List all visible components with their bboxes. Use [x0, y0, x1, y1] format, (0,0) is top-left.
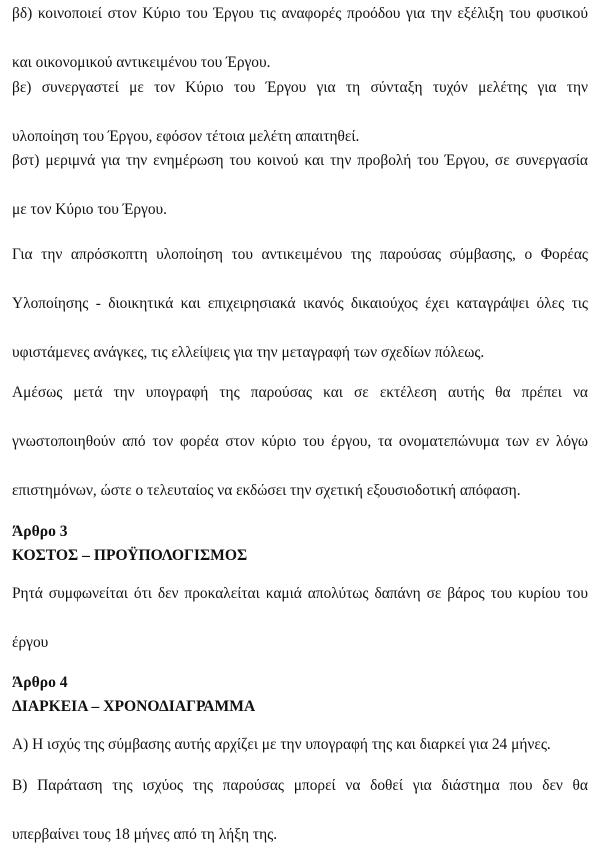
text-line: Αμέσως μετά την υπογραφή της παρούσας και σε εκτέλεση αυτής θα πρέπει να [12, 381, 588, 430]
article-4-clause-b [12, 774, 588, 847]
text-line: Υλοποίησης - διοικητικά και επιχειρησιακά ικανός δικαιούχος έχει καταγράψει όλες τις [12, 292, 588, 341]
text-line: γνωστοποιηθούν από τον φορέα στον κύριο του έργου, τα ονοματεπώνυμα των εν λόγω [12, 430, 588, 479]
text-line: έργου [12, 631, 588, 656]
article-4-clause-a [12, 733, 588, 758]
list-item-be [12, 76, 588, 150]
text-line: Β) Παράταση της ισχύος της παρούσας μπορεί να δοθεί για διάστημα που δεν θα [12, 774, 588, 823]
article-4-heading [12, 671, 588, 719]
text-line: Α) Η ισχύς της σύμβασης αυτής αρχίζει με την υπογραφή της και διαρκεί για 24 μήνες. [12, 733, 588, 758]
text-line: με τον Κύριο του Έργου. [12, 198, 588, 223]
text-line: Για την απρόσκοπτη υλοποίηση του αντικειμένου της παρούσας σύμβασης, ο Φορέας [12, 243, 588, 292]
text-line: βε) συνεργαστεί με τον Κύριο του Έργου για τη σύνταξη τυχόν μελέτης για την [12, 76, 588, 125]
article-3-body [12, 582, 588, 656]
list-item-bd [12, 2, 588, 76]
article-3-heading [12, 520, 588, 568]
text-line: υφιστάμενες ανάγκες, τις ελλείψεις για την μεταγραφή των σχεδίων πόλεως. [12, 341, 588, 366]
article-number: Άρθρο 3 [12, 520, 588, 544]
document-page [12, 2, 588, 847]
text-line: Ρητά συμφωνείται ότι δεν προκαλείται καμιά απολύτως δαπάνη σε βάρος του κυρίου του [12, 582, 588, 631]
article-title: ΔΙΑΡΚΕΙΑ – ΧΡΟΝΟΔΙΑΓΡΑΜΜΑ [12, 695, 588, 719]
text-line: και οικονομικού αντικειμένου του Έργου. [12, 51, 588, 76]
text-line: επιστημόνων, ώστε ο τελευταίος να εκδώσει την σχετική εξουσιοδοτική απόφαση. [12, 479, 588, 504]
paragraph-implementation [12, 243, 588, 366]
article-title: ΚΟΣΤΟΣ – ΠΡΟΫΠΟΛΟΓΙΣΜΟΣ [12, 544, 588, 568]
article-number: Άρθρο 4 [12, 671, 588, 695]
text-line: βδ) κοινοποιεί στον Κύριο του Έργου τις αναφορές προόδου για την εξέλιξη του φυσικού [12, 2, 588, 51]
text-line: υλοποίηση του Έργου, εφόσον τέτοια μελέτη απαιτηθεί. [12, 125, 588, 150]
paragraph-signature [12, 381, 588, 504]
text-line: υπερβαίνει τους 18 μήνες από τη λήξη της. [12, 823, 588, 847]
text-line: βστ) μεριμνά για την ενημέρωση του κοινού και την προβολή του Έργου, σε συνεργασία [12, 149, 588, 198]
list-item-bst [12, 149, 588, 223]
